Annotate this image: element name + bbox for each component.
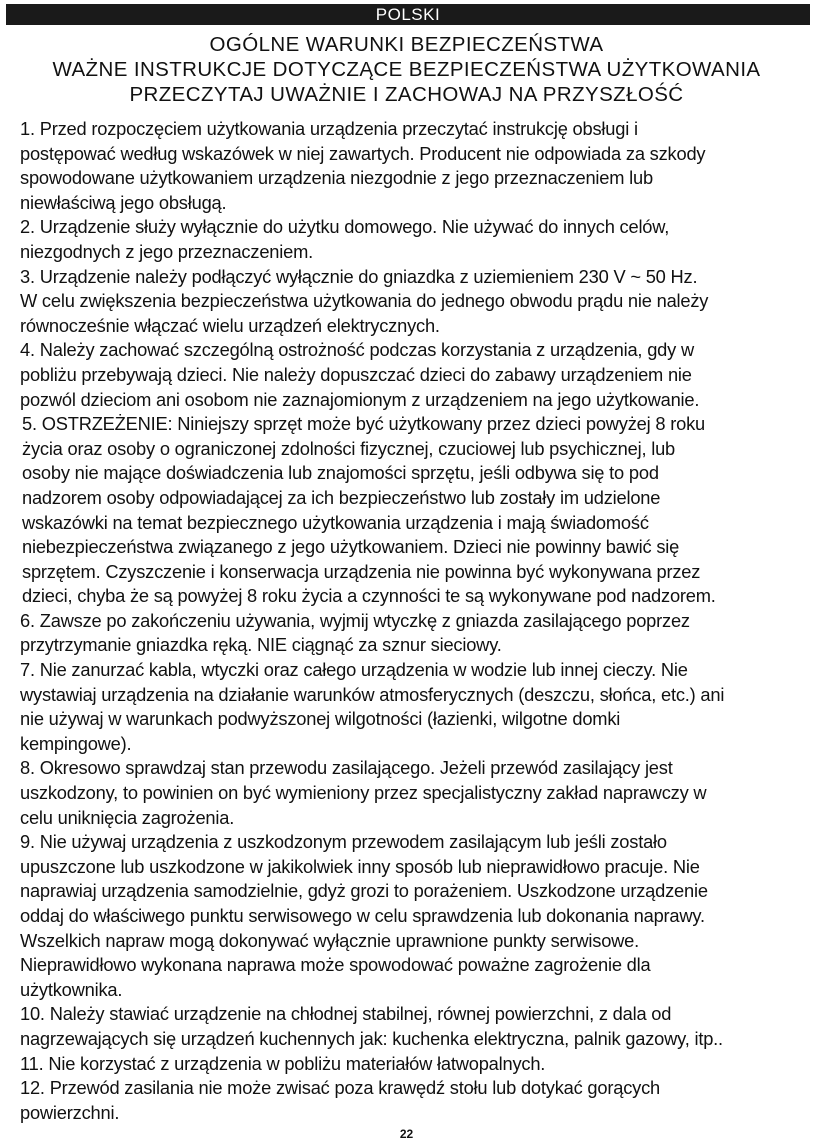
safety-item-9 [20,830,810,1002]
safety-item-line: 2. Urządzenie służy wyłącznie do użytku domowego. Nie używać do innych celów, [20,216,670,238]
safety-item-line: użytkownika. [20,978,123,1000]
safety-item-12 [20,1076,810,1125]
safety-item-line: kempingowe). [20,732,132,754]
safety-item-line: nadzorem osoby odpowiadającej za ich bezpieczeństwo lub zostały im udzielone [22,486,661,508]
safety-item-line: 3. Urządzenie należy podłączyć wyłącznie do gniazdka z uziemieniem 230 V ~ 50 Hz. [20,265,698,287]
safety-item-line: uszkodzony, to powinien on być wymieniony przez specjalistyczny zakład naprawczy w [20,782,707,804]
safety-item-line: celu uniknięcia zagrożenia. [20,806,235,828]
safety-item-line: 10. Należy stawiać urządzenie na chłodnej stabilnej, równej powierzchni, z dala od [20,1003,672,1025]
safety-item-line: nagrzewających się urządzeń kuchennych jak: kuchenka elektryczna, palnik gazowy, itp.. [20,1027,723,1049]
safety-item-7 [20,658,810,756]
safety-item-8 [20,756,810,830]
safety-instructions-list [20,117,810,1125]
title-block [0,32,813,107]
safety-item-line: przytrzymanie gniazdka ręką. NIE ciągnąć za sznur sieciowy. [20,634,502,656]
safety-item-2 [20,215,810,264]
safety-item-line: 6. Zawsze po zakończeniu używania, wyjmij wtyczkę z gniazda zasilającego poprzez [20,609,690,631]
language-header-bar [6,4,810,25]
safety-item-line: pozwól dzieciom ani osobom nie zaznajomionym z urządzeniem na jego użytkowanie. [20,388,700,410]
safety-item-line: upuszczone lub uszkodzone w jakikolwiek inny sposób lub nieprawidłowo pracuje. Nie [20,855,700,877]
subtitle: WAŻNE INSTRUKCJE DOTYCZĄCE BEZPIECZEŃSTWA UŻYTKOWANIA [52,58,761,81]
safety-item-line: wskazówki na temat bezpiecznego użytkowania urządzenia i mają świadomość [22,511,649,533]
safety-item-10 [20,1002,810,1051]
main-title: OGÓLNE WARUNKI BEZPIECZEŃSTWA [209,33,604,56]
safety-item-line: W celu zwiększenia bezpieczeństwa użytkowania do jednego obwodu prądu nie należy [20,290,709,312]
safety-item-line: sprzętem. Czyszczenie i konserwacja urządzenia nie powinna być wykonywana przez [22,560,701,582]
language-label: POLSKI [375,5,441,24]
safety-item-line: postępować według wskazówek w niej zawartych. Producent nie odpowiada za szkody [20,142,706,164]
safety-item-line: wystawiaj urządzenia na działanie warunków atmosferycznych (deszczu, słońca, etc.) ani [20,683,725,705]
safety-item-line: Wszelkich napraw mogą dokonywać wyłącznie uprawnione punkty serwisowe. [20,929,640,951]
safety-item-line: dzieci, chyba że są powyżej 8 roku życia a czynności te są wykonywane pod nadzorem. [22,585,716,607]
safety-item-line: osoby nie mające doświadczenia lub znajomości sprzętu, jeśli odbywa się to pod [22,462,659,484]
safety-item-11 [20,1052,810,1077]
safety-item-line: 7. Nie zanurzać kabla, wtyczki oraz całego urządzenia w wodzie lub innej cieczy. Nie [20,659,688,681]
safety-item-line: życia oraz osoby o ograniczonej zdolności fizycznej, czuciowej lub psychicznej, lub [22,437,676,459]
safety-item-line: 8. Okresowo sprawdzaj stan przewodu zasilającego. Jeżeli przewód zasilający jest [20,757,673,779]
safety-item-line: naprawiaj urządzenia samodzielnie, gdyż grozi to porażeniem. Uszkodzone urządzenie [20,880,708,902]
safety-item-1 [20,117,810,215]
safety-item-line: 5. OSTRZEŻENIE: Niniejszy sprzęt może być użytkowany przez dzieci powyżej 8 roku [22,413,705,435]
safety-item-5 [20,412,810,609]
safety-item-line: 12. Przewód zasilania nie może zwisać poza krawędź stołu lub dotykać gorących [20,1077,661,1099]
safety-item-line: niebezpieczeństwa związanego z jego użytkowaniem. Dzieci nie powinny bawić się [22,536,680,558]
safety-item-6 [20,609,810,658]
safety-item-line: 11. Nie korzystać z urządzenia w pobliżu materiałów łatwopalnych. [20,1052,546,1074]
safety-item-4 [20,338,810,412]
safety-item-line: oddaj do właściwego punktu serwisowego w celu sprawdzenia lub dokonania naprawy. [20,905,705,926]
safety-item-line: pobliżu przebywają dzieci. Nie należy dopuszczać dzieci do zabawy urządzeniem nie [20,363,692,385]
safety-item-3 [20,265,810,339]
safety-item-line: niezgodnych z jego przeznaczeniem. [20,240,313,262]
safety-item-line: niewłaściwą jego obsługą. [20,191,227,213]
safety-item-line: spowodowane użytkowaniem urządzenia niezgodnie z jego przeznaczeniem lub [20,167,653,189]
safety-item-line: 4. Należy zachować szczególną ostrożność podczas korzystania z urządzenia, gdy w [20,339,694,361]
safety-item-line: 9. Nie używaj urządzenia z uszkodzonym przewodem zasilającym lub jeśli zostało [20,831,667,853]
read-notice: PRZECZYTAJ UWAŻNIE I ZACHOWAJ NA PRZYSZŁOŚĆ [129,83,684,106]
safety-item-line: 1. Przed rozpoczęciem użytkowania urządzenia przeczytać instrukcję obsługi i [20,118,638,139]
page-number: 22 [399,1127,414,1141]
safety-item-line: Nieprawidłowo wykonana naprawa może spowodować poważne zagrożenie dla [20,954,651,976]
safety-item-line: równocześnie włączać wielu urządzeń elektrycznych. [20,314,440,336]
safety-item-line: powierzchni. [20,1101,120,1123]
safety-item-line: nie używaj w warunkach podwyższonej wilgotności (łazienki, wilgotne domki [20,708,621,730]
